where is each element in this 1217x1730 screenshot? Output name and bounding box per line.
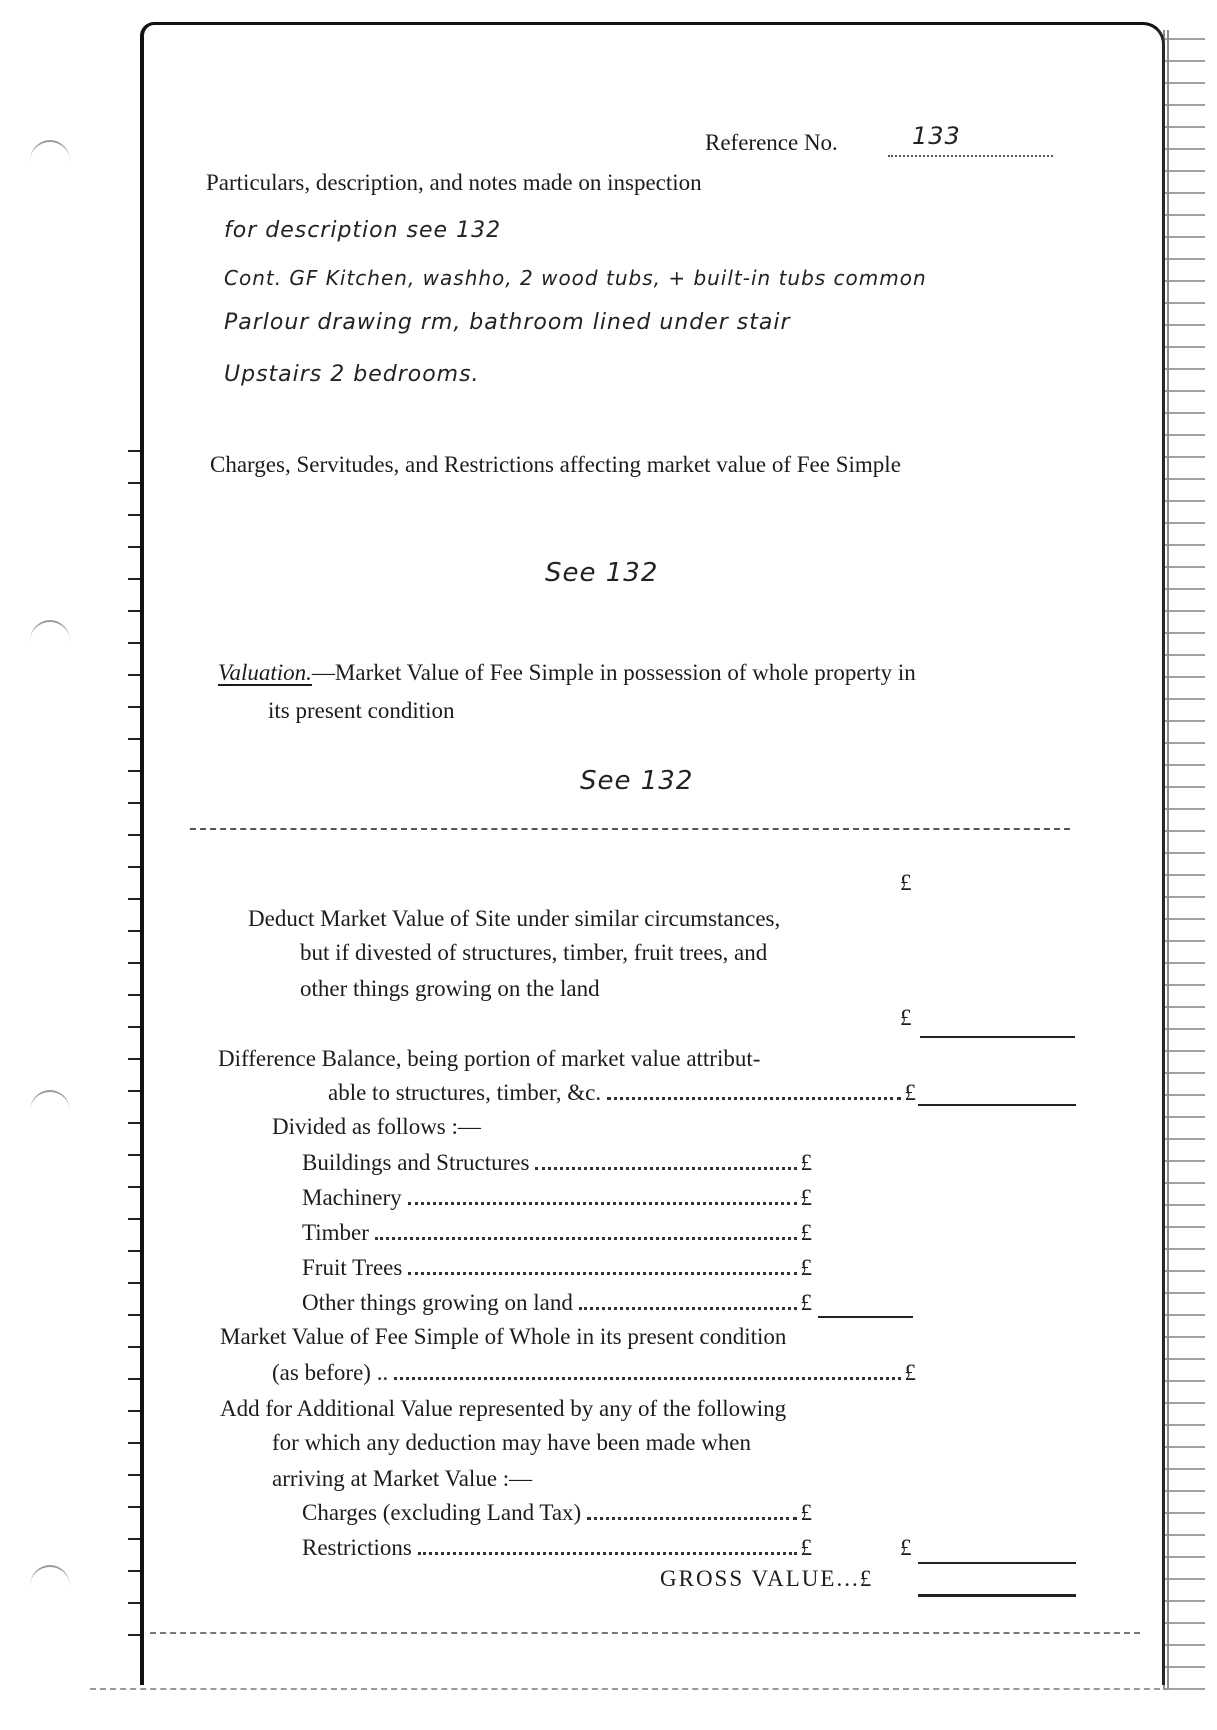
particulars-note-2: Cont. GF Kitchen, washho, 2 wood tubs, + built-in tubs common [224, 266, 927, 290]
leader-dots [607, 1097, 900, 1100]
amount-line [920, 1036, 1075, 1038]
valuation-label: Valuation. [218, 660, 312, 685]
charges-heading: Charges, Servitudes, and Restrictions affecting market value of Fee Simple [210, 452, 901, 477]
currency-sign: £ [900, 870, 912, 895]
item-timber: Timber [302, 1220, 369, 1245]
leader-dots [375, 1237, 797, 1240]
currency-sign: £ [800, 1150, 812, 1175]
charges-note: See 132 [545, 558, 659, 588]
currency-sign: £ [800, 1185, 812, 1210]
leader-dots [408, 1272, 796, 1275]
item-other-things: Other things growing on land [302, 1290, 573, 1315]
add-line-1: Add for Additional Value represented by any of the following [220, 1396, 787, 1421]
currency-sign: £ [904, 1360, 916, 1385]
particulars-note-3: Parlour drawing rm, bathroom lined under stair [224, 310, 791, 335]
gross-value-label: GROSS VALUE... [660, 1566, 860, 1591]
item-fruit-trees: Fruit Trees [302, 1255, 403, 1280]
currency-sign: £ [800, 1255, 812, 1280]
difference-line-2: able to structures, timber, &c. [328, 1080, 602, 1105]
binding-spine [1163, 30, 1205, 1690]
item-restrictions: Restrictions [302, 1535, 412, 1560]
currency-sign: £ [900, 1535, 912, 1560]
particulars-heading: Particulars, description, and notes made on inspection [206, 170, 702, 195]
deduct-line-1: Deduct Market Value of Site under similar circumstances, [248, 906, 781, 931]
currency-sign: £ [859, 1566, 874, 1591]
difference-line-1: Difference Balance, being portion of market value attribut- [218, 1046, 761, 1071]
currency-sign: £ [904, 1080, 916, 1105]
leader-dots [579, 1307, 797, 1310]
leader-dots [587, 1517, 796, 1520]
reference-label: Reference No. [705, 130, 838, 155]
add-line-3: arriving at Market Value :— [272, 1466, 533, 1491]
currency-sign: £ [800, 1535, 812, 1560]
item-machinery: Machinery [302, 1185, 402, 1210]
valuation-text-1: —Market Value of Fee Simple in possession of whole property in [311, 660, 916, 685]
bottom-divider [150, 1632, 1140, 1634]
reference-underline [888, 155, 1053, 157]
leader-dots [408, 1202, 797, 1205]
punch-hole [30, 620, 70, 662]
deduct-line-3: other things growing on the land [300, 976, 600, 1001]
market-value-line-2: (as before) .. [272, 1360, 389, 1385]
section-divider [190, 828, 1070, 830]
add-line-2: for which any deduction may have been made when [272, 1430, 751, 1455]
leader-dots [535, 1167, 796, 1170]
particulars-note-4: Upstairs 2 bedrooms. [224, 362, 480, 387]
amount-line [918, 1562, 1076, 1564]
valuation-text-2: its present condition [268, 698, 455, 723]
punch-hole [30, 1565, 70, 1607]
subtotal-line [818, 1316, 913, 1318]
item-charges: Charges (excluding Land Tax) [302, 1500, 582, 1525]
currency-sign: £ [900, 1005, 912, 1030]
leader-dots [418, 1552, 797, 1555]
margin-ticks [128, 420, 140, 1660]
market-value-line-1: Market Value of Fee Simple of Whole in its present condition [220, 1324, 787, 1349]
punch-hole [30, 140, 70, 182]
valuation-note: See 132 [580, 766, 694, 796]
punch-hole [30, 1090, 70, 1132]
deduct-line-2: but if divested of structures, timber, fruit trees, and [300, 940, 768, 965]
leader-dots [394, 1377, 900, 1380]
particulars-note-1: for description see 132 [224, 218, 502, 243]
page-bottom-edge [90, 1688, 1170, 1690]
currency-sign: £ [800, 1220, 812, 1245]
reference-value: 133 [912, 122, 961, 150]
currency-sign: £ [800, 1290, 812, 1315]
amount-line [918, 1104, 1076, 1106]
item-buildings: Buildings and Structures [302, 1150, 530, 1175]
gross-value-line [918, 1594, 1076, 1597]
currency-sign: £ [800, 1500, 812, 1525]
divided-label: Divided as follows :— [272, 1114, 481, 1139]
